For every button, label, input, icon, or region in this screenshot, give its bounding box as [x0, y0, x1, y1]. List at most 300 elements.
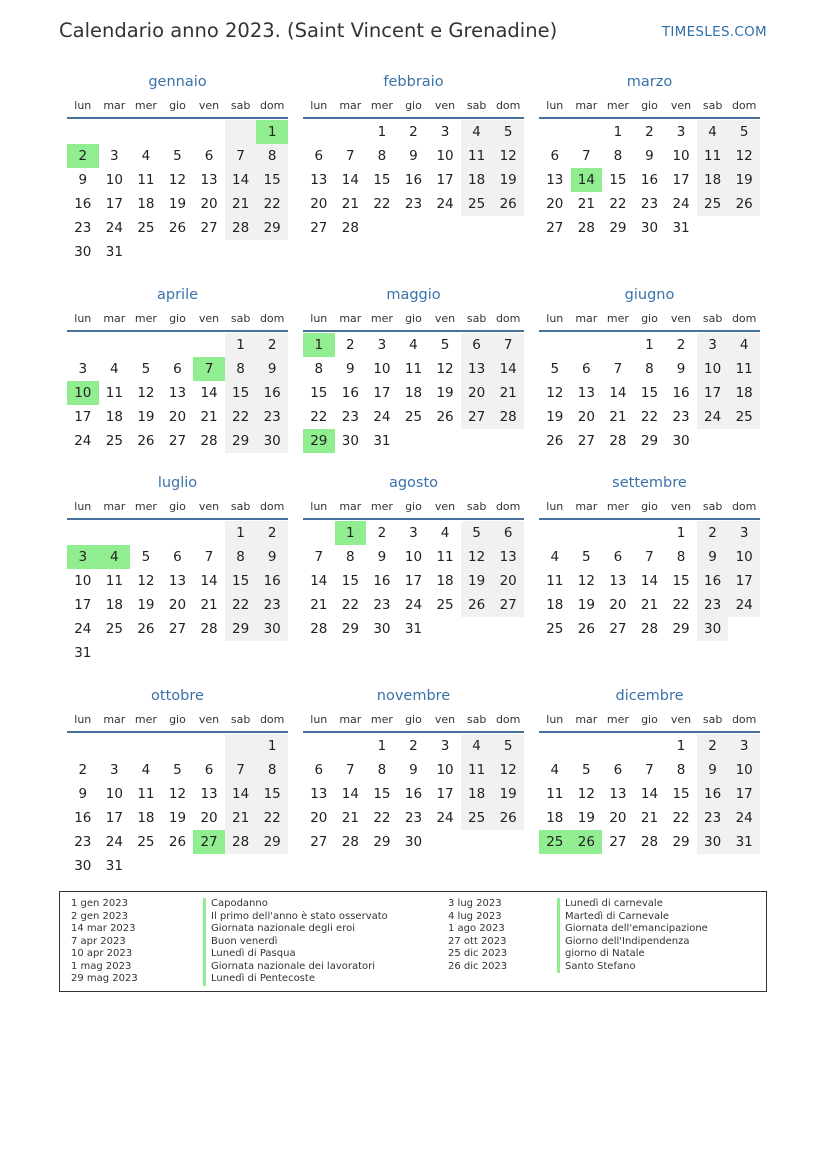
- day-cell: 2: [645, 124, 654, 140]
- day-cell: 2: [256, 333, 288, 357]
- day-cell: 9: [697, 758, 729, 782]
- weekday-label: sab: [230, 500, 251, 513]
- day-cell: 22: [341, 597, 359, 613]
- day-cell: 15: [672, 573, 690, 589]
- day-cell: 28: [341, 220, 359, 236]
- day-cell: 25: [546, 621, 564, 637]
- day-cell: 17: [74, 597, 92, 613]
- month-gennaio: [67, 71, 288, 264]
- day-cell: 31: [74, 645, 92, 661]
- empty-day: [602, 521, 634, 545]
- day-cell: 21: [640, 597, 659, 613]
- day-cell: 21: [225, 192, 257, 216]
- day-cell: 5: [492, 120, 524, 144]
- weekday-header: [67, 96, 288, 116]
- day-cell: 24: [105, 834, 123, 850]
- holiday-day: 1: [256, 120, 288, 144]
- month-giugno: [539, 284, 760, 453]
- weekday-label: mar: [575, 500, 598, 513]
- day-cell: 24: [436, 196, 454, 212]
- day-cell: 14: [492, 357, 524, 381]
- weekday-label: mer: [606, 312, 629, 325]
- weekday-label: dom: [259, 312, 285, 325]
- legend-date: 27 ott 2023: [448, 935, 507, 947]
- empty-day: [225, 734, 257, 758]
- day-cell: 7: [645, 549, 654, 565]
- weekday-header: [303, 309, 524, 329]
- day-cell: 22: [225, 405, 257, 429]
- day-cell: 11: [461, 144, 493, 168]
- empty-day: [162, 333, 194, 357]
- day-cell: 18: [728, 381, 760, 405]
- day-cell: 24: [404, 597, 423, 613]
- day-cell: 11: [137, 786, 155, 802]
- day-cell: 4: [550, 762, 560, 778]
- holiday-day: 1: [303, 333, 335, 357]
- weekday-label: mar: [575, 99, 598, 112]
- empty-day: [571, 521, 603, 545]
- legend-holiday-name: Lunedì di Pasqua: [203, 948, 388, 961]
- day-grid: [303, 733, 524, 854]
- legend-holiday-name: Lunedì di carnevale: [557, 898, 708, 911]
- day-cell: 4: [461, 120, 493, 144]
- day-cell: 18: [105, 409, 123, 425]
- weekday-label: ven: [434, 99, 456, 112]
- month-name: maggio: [386, 287, 441, 303]
- day-cell: 28: [200, 433, 218, 449]
- weekday-label: mer: [370, 99, 393, 112]
- weekday-label: mar: [103, 99, 126, 112]
- day-cell: 6: [461, 333, 493, 357]
- weekday-label: gio: [641, 99, 658, 112]
- day-cell: 11: [728, 357, 760, 381]
- month-name: febbraio: [383, 74, 444, 90]
- weekday-label: lun: [74, 713, 92, 726]
- holiday-day: 29: [303, 429, 335, 453]
- day-cell: 2: [676, 337, 686, 353]
- day-cell: 20: [168, 409, 187, 425]
- day-cell: 9: [676, 361, 686, 377]
- weekday-label: lun: [546, 312, 564, 325]
- day-cell: 17: [672, 172, 690, 188]
- day-cell: 19: [492, 782, 524, 806]
- day-cell: 8: [225, 545, 257, 569]
- weekday-label: mer: [606, 500, 629, 513]
- day-cell: 20: [609, 597, 627, 613]
- day-cell: 31: [105, 244, 123, 260]
- weekday-label: mar: [339, 99, 362, 112]
- day-cell: 12: [137, 573, 155, 589]
- day-cell: 11: [546, 786, 564, 802]
- day-cell: 1: [256, 734, 288, 758]
- legend-date: 10 apr 2023: [71, 948, 133, 959]
- day-cell: 30: [341, 433, 359, 449]
- weekday-label: mer: [134, 713, 157, 726]
- empty-day: [162, 521, 194, 545]
- day-cell: 2: [78, 762, 88, 778]
- day-cell: 29: [609, 220, 627, 236]
- day-cell: 19: [461, 569, 493, 593]
- day-cell: 4: [697, 120, 729, 144]
- day-cell: 10: [728, 758, 760, 782]
- day-cell: 15: [310, 385, 328, 401]
- weekday-header: [303, 497, 524, 517]
- day-cell: 18: [697, 168, 729, 192]
- day-cell: 5: [440, 337, 450, 353]
- day-cell: 19: [436, 385, 454, 401]
- weekday-header: [67, 309, 288, 329]
- empty-day: [162, 734, 194, 758]
- day-cell: 1: [377, 738, 387, 754]
- day-cell: 11: [105, 573, 123, 589]
- day-cell: 27: [168, 621, 187, 637]
- weekday-label: lun: [310, 713, 328, 726]
- day-cell: 20: [168, 597, 187, 613]
- day-cell: 2: [697, 521, 729, 545]
- day-cell: 17: [728, 782, 760, 806]
- empty-day: [571, 333, 603, 357]
- month-ottobre: [67, 685, 288, 878]
- day-cell: 29: [672, 834, 690, 850]
- day-cell: 29: [225, 429, 257, 453]
- day-cell: 28: [310, 621, 328, 637]
- weekday-header: [303, 96, 524, 116]
- weekday-label: dom: [259, 99, 285, 112]
- brand-link[interactable]: TIMESLES.COM: [661, 24, 767, 40]
- day-cell: 9: [256, 545, 288, 569]
- day-cell: 4: [550, 549, 560, 565]
- empty-day: [162, 120, 194, 144]
- month-novembre: [303, 685, 524, 854]
- day-cell: 19: [492, 168, 524, 192]
- day-cell: 17: [697, 381, 729, 405]
- day-cell: 5: [461, 521, 493, 545]
- day-cell: 30: [74, 244, 92, 260]
- day-cell: 28: [341, 834, 359, 850]
- day-cell: 10: [74, 573, 92, 589]
- day-cell: 26: [492, 192, 524, 216]
- day-cell: 27: [168, 433, 187, 449]
- empty-day: [225, 120, 257, 144]
- weekday-header: [539, 710, 760, 730]
- day-cell: 23: [640, 196, 659, 212]
- day-cell: 10: [105, 172, 123, 188]
- day-cell: 1: [225, 521, 257, 545]
- day-cell: 25: [137, 834, 155, 850]
- day-cell: 28: [200, 621, 218, 637]
- legend-holiday-name: Lunedì di Pentecoste: [203, 973, 388, 986]
- day-cell: 26: [577, 621, 595, 637]
- empty-day: [571, 120, 603, 144]
- empty-day: [67, 333, 99, 357]
- day-cell: 28: [225, 830, 257, 854]
- weekday-label: mar: [575, 312, 598, 325]
- day-cell: 18: [404, 385, 423, 401]
- day-cell: 3: [728, 521, 760, 545]
- day-cell: 27: [609, 621, 627, 637]
- day-grid: [303, 119, 524, 240]
- weekday-header: [539, 96, 760, 116]
- legend-right-dates: [448, 898, 507, 973]
- day-cell: 12: [577, 786, 595, 802]
- day-cell: 24: [105, 220, 123, 236]
- legend-holiday-name: Il primo dell'anno è stato osservato: [203, 911, 388, 924]
- day-cell: 25: [105, 433, 123, 449]
- weekday-label: sab: [466, 99, 487, 112]
- day-cell: 5: [173, 148, 182, 164]
- day-cell: 30: [404, 834, 423, 850]
- weekday-label: lun: [74, 99, 92, 112]
- day-cell: 20: [200, 196, 218, 212]
- weekday-header: [539, 497, 760, 517]
- day-cell: 6: [204, 148, 214, 164]
- day-cell: 30: [256, 617, 288, 641]
- day-cell: 10: [105, 786, 123, 802]
- day-cell: 30: [672, 433, 690, 449]
- day-cell: 25: [461, 192, 493, 216]
- day-cell: 26: [461, 593, 493, 617]
- day-cell: 10: [728, 545, 760, 569]
- empty-day: [99, 521, 131, 545]
- day-cell: 3: [728, 734, 760, 758]
- day-cell: 10: [436, 148, 454, 164]
- weekday-label: dom: [731, 312, 757, 325]
- day-cell: 19: [168, 196, 187, 212]
- legend-date: 3 lug 2023: [448, 898, 502, 909]
- day-grid: [67, 119, 288, 264]
- day-cell: 12: [492, 758, 524, 782]
- day-cell: 11: [461, 758, 493, 782]
- legend-date: 25 dic 2023: [448, 948, 508, 959]
- month-name: settembre: [612, 475, 687, 491]
- day-cell: 24: [74, 621, 92, 637]
- legend-holiday-name: giorno di Natale: [557, 948, 708, 961]
- day-cell: 17: [105, 196, 123, 212]
- day-cell: 31: [105, 858, 123, 874]
- month-name: aprile: [156, 287, 199, 303]
- day-cell: 1: [225, 333, 257, 357]
- day-grid: [67, 332, 288, 453]
- day-cell: 7: [582, 148, 591, 164]
- day-cell: 9: [645, 148, 654, 164]
- weekday-label: gio: [405, 713, 422, 726]
- day-cell: 21: [492, 381, 524, 405]
- weekday-label: sab: [230, 713, 251, 726]
- empty-day: [130, 521, 162, 545]
- day-cell: 16: [404, 172, 423, 188]
- holiday-day: 14: [571, 168, 603, 192]
- day-cell: 18: [461, 168, 493, 192]
- day-cell: 14: [640, 786, 659, 802]
- day-cell: 25: [105, 621, 123, 637]
- day-cell: 12: [461, 545, 493, 569]
- day-cell: 22: [256, 192, 288, 216]
- day-cell: 20: [310, 196, 328, 212]
- month-febbraio: [303, 71, 524, 240]
- day-cell: 7: [225, 758, 257, 782]
- day-cell: 15: [640, 385, 659, 401]
- day-cell: 16: [373, 573, 391, 589]
- day-cell: 9: [377, 549, 387, 565]
- day-cell: 12: [168, 172, 187, 188]
- day-cell: 30: [373, 621, 391, 637]
- empty-day: [130, 333, 162, 357]
- day-cell: 10: [436, 762, 454, 778]
- empty-day: [130, 734, 162, 758]
- day-cell: 4: [461, 734, 493, 758]
- weekday-label: sab: [230, 99, 251, 112]
- day-cell: 5: [550, 361, 560, 377]
- day-cell: 23: [697, 806, 729, 830]
- day-cell: 6: [582, 361, 591, 377]
- day-cell: 7: [314, 549, 324, 565]
- empty-day: [193, 333, 225, 357]
- day-cell: 19: [137, 409, 155, 425]
- day-cell: 23: [74, 220, 92, 236]
- day-cell: 19: [546, 409, 564, 425]
- day-grid: [67, 733, 288, 878]
- day-cell: 23: [74, 834, 92, 850]
- day-cell: 19: [577, 597, 595, 613]
- day-cell: 30: [74, 858, 92, 874]
- legend-left-names: [203, 898, 388, 986]
- weekday-label: mer: [370, 312, 393, 325]
- day-cell: 6: [613, 549, 623, 565]
- day-cell: 19: [577, 810, 595, 826]
- legend-date: 29 mag 2023: [71, 973, 138, 984]
- weekday-label: mar: [339, 713, 362, 726]
- weekday-label: mar: [339, 312, 362, 325]
- weekday-label: mar: [103, 500, 126, 513]
- day-cell: 27: [546, 220, 564, 236]
- day-cell: 15: [609, 172, 627, 188]
- day-cell: 6: [492, 521, 524, 545]
- day-cell: 6: [314, 762, 324, 778]
- day-cell: 6: [550, 148, 560, 164]
- day-cell: 5: [728, 120, 760, 144]
- day-cell: 7: [346, 148, 355, 164]
- day-cell: 16: [672, 385, 690, 401]
- empty-day: [303, 521, 335, 545]
- day-cell: 26: [436, 409, 454, 425]
- empty-day: [99, 333, 131, 357]
- day-cell: 22: [373, 810, 391, 826]
- day-cell: 14: [310, 573, 328, 589]
- legend-holiday-name: Giornata nazionale degli eroi: [203, 923, 388, 936]
- weekday-label: lun: [310, 500, 328, 513]
- day-cell: 14: [609, 385, 627, 401]
- day-cell: 27: [577, 433, 595, 449]
- day-cell: 12: [577, 573, 595, 589]
- day-cell: 4: [728, 333, 760, 357]
- empty-day: [602, 333, 634, 357]
- day-cell: 8: [613, 148, 623, 164]
- weekday-label: mer: [134, 99, 157, 112]
- day-cell: 30: [640, 220, 659, 236]
- day-grid: [539, 119, 760, 240]
- day-cell: 6: [204, 762, 214, 778]
- weekday-label: sab: [230, 312, 251, 325]
- day-cell: 31: [373, 433, 391, 449]
- day-cell: 18: [546, 810, 564, 826]
- weekday-label: lun: [546, 99, 564, 112]
- day-cell: 1: [676, 525, 686, 541]
- day-cell: 26: [137, 433, 155, 449]
- day-cell: 3: [110, 762, 119, 778]
- day-cell: 28: [640, 621, 659, 637]
- day-cell: 15: [256, 168, 288, 192]
- weekday-label: dom: [495, 99, 521, 112]
- day-cell: 13: [492, 545, 524, 569]
- day-cell: 21: [577, 196, 595, 212]
- day-cell: 18: [436, 573, 454, 589]
- legend-holiday-name: Martedì di Carnevale: [557, 911, 708, 924]
- day-cell: 21: [609, 409, 627, 425]
- day-cell: 16: [341, 385, 359, 401]
- day-cell: 29: [341, 621, 359, 637]
- day-cell: 23: [404, 196, 423, 212]
- weekday-label: mar: [339, 500, 362, 513]
- day-cell: 22: [672, 810, 690, 826]
- day-cell: 11: [404, 361, 423, 377]
- day-cell: 8: [377, 148, 387, 164]
- legend-holiday-name: Capodanno: [203, 898, 388, 911]
- day-cell: 22: [225, 593, 257, 617]
- day-cell: 10: [404, 549, 423, 565]
- weekday-label: dom: [259, 713, 285, 726]
- day-cell: 15: [225, 381, 257, 405]
- day-grid: [67, 520, 288, 665]
- legend-holiday-name: Buon venerdì: [203, 936, 388, 949]
- day-cell: 8: [676, 762, 686, 778]
- empty-day: [335, 734, 367, 758]
- day-cell: 16: [74, 196, 92, 212]
- day-cell: 23: [256, 405, 288, 429]
- day-cell: 24: [373, 409, 391, 425]
- day-cell: 14: [341, 786, 359, 802]
- weekday-label: sab: [702, 500, 723, 513]
- weekday-label: sab: [466, 713, 487, 726]
- holiday-day: 3: [67, 545, 99, 569]
- day-cell: 8: [256, 144, 288, 168]
- weekday-label: gio: [169, 99, 186, 112]
- weekday-label: ven: [434, 500, 456, 513]
- weekday-label: dom: [495, 312, 521, 325]
- weekday-label: sab: [466, 500, 487, 513]
- weekday-label: lun: [546, 713, 564, 726]
- empty-day: [602, 734, 634, 758]
- day-cell: 21: [341, 196, 359, 212]
- legend-holiday-name: Santo Stefano: [557, 961, 708, 974]
- day-cell: 9: [409, 762, 418, 778]
- weekday-label: sab: [466, 312, 487, 325]
- day-cell: 30: [697, 830, 729, 854]
- day-cell: 16: [697, 569, 729, 593]
- day-cell: 7: [645, 762, 654, 778]
- day-cell: 21: [200, 409, 218, 425]
- weekday-label: mar: [103, 312, 126, 325]
- day-cell: 20: [310, 810, 328, 826]
- day-cell: 31: [404, 621, 423, 637]
- day-cell: 11: [546, 573, 564, 589]
- day-cell: 24: [436, 810, 454, 826]
- day-cell: 10: [697, 357, 729, 381]
- day-cell: 13: [168, 385, 187, 401]
- day-cell: 24: [697, 405, 729, 429]
- day-cell: 8: [346, 549, 355, 565]
- holiday-legend: [59, 891, 767, 992]
- day-cell: 29: [225, 617, 257, 641]
